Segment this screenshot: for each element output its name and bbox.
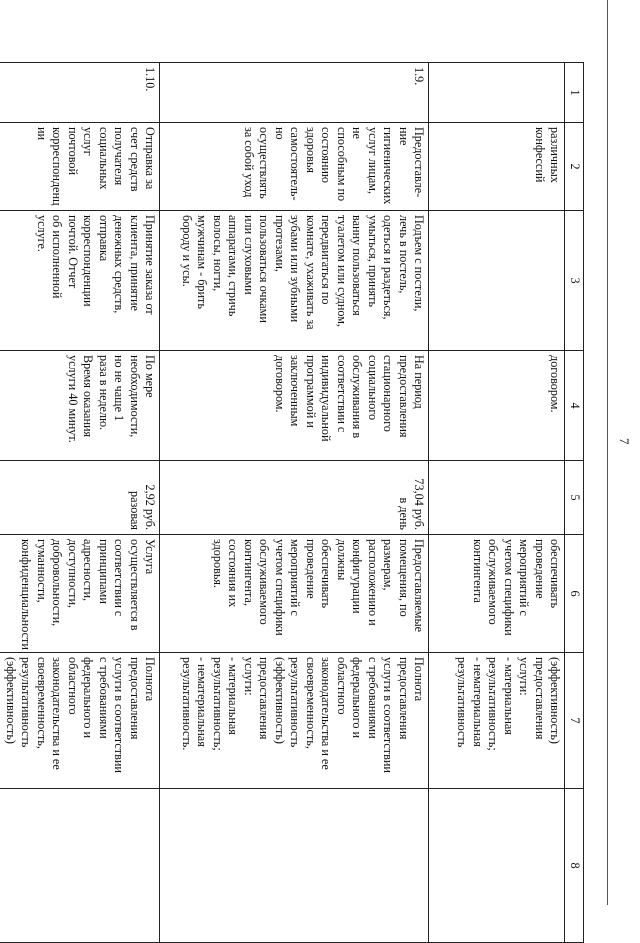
table-row [160, 63, 429, 943]
service-notes [160, 789, 429, 943]
service-price: 2,92 руб. разовая [0, 461, 160, 535]
header-cell: 8 [565, 789, 584, 943]
header-cell: 7 [565, 653, 584, 789]
service-notes [0, 789, 160, 943]
service-period: На период предоставления стационарного социального обслуживания в соответствии с индивидуальной программой и заключенным договором. [160, 351, 429, 461]
table-row [0, 63, 160, 943]
header-row [565, 63, 584, 943]
row-number: 1.10. [0, 63, 160, 123]
service-conditions: Предоставляемые помещения, по размерам, расположению и конфигурации должны обеспечивать проведение мероприятий с учетом специфики обслуживаемого контингента, состояния их здоровья. [160, 535, 429, 653]
service-conditions: обеспечивать проведение мероприятий с учетом специфики обслуживаемого контингента [429, 535, 565, 653]
service-notes [429, 789, 565, 943]
row-number [429, 63, 565, 123]
header-cell: 4 [565, 351, 584, 461]
row-number: 1.9. [160, 63, 429, 123]
service-content [429, 211, 565, 351]
service-name: различных конфессий [429, 123, 565, 211]
scan-edge-line [607, 0, 608, 905]
header-cell: 2 [565, 123, 584, 211]
header-cell: 6 [565, 535, 584, 653]
service-name: Отправка за счет средств получателя социальных услуг почтовой корреспонденц ии [0, 123, 160, 211]
service-price [429, 461, 565, 535]
service-results: Полнота предоставления услуги в соответствии с требованиями федерального и областного законодательства и ее своевременность, результативность (эффективность) предоставления услуги: - материальная результативность; - нематериальная результативность. [160, 653, 429, 789]
service-results: Полнота предоставления услуги в соответствии с требованиями федерального и областного законодательства и ее своевременность, результативность (эффективность) [0, 653, 160, 789]
header-cell: 3 [565, 211, 584, 351]
services-table [0, 62, 584, 943]
header-cell: 1 [565, 63, 584, 123]
service-period: По мере необходимости, но не чаще 1 раза в неделю. Время оказания услуги 40 минут. [0, 351, 160, 461]
service-name: Предоставле- ние гигиенических услуг лицам, не способным по состоянию здоровья самостоятель- но осуществлять за собой уход [160, 123, 429, 211]
service-price: 73,04 руб. в день [160, 461, 429, 535]
table-row [429, 63, 565, 943]
service-content: Подъем с постели, лечь в постель, одеться и раздеться, умыться, принять ванну пользоваться туалетом или судном, передвигаться по комнате, ухаживать за зубами или зубными протезами, пользоваться очками или слуховыми аппаратами, стричь волосы, ногти, мужчинам - брить бороду и усы. [160, 211, 429, 351]
header-cell: 5 [565, 461, 584, 535]
service-content: Принятие заказа от клиента, принятие денежных средств, отправка корреспонденции почтой. Отчет об исполненной услуге. [0, 211, 160, 351]
service-period: договором. [429, 351, 565, 461]
page-number: 7 [617, 438, 632, 445]
service-results: (эффективность) предоставления услуги: - материальная результативность; - нематериальная результативность [429, 653, 565, 789]
service-conditions: Услуга осуществляется в соответствии с принципами адресности, доступности, добровольности, гуманности, конфиденциальности [0, 535, 160, 653]
